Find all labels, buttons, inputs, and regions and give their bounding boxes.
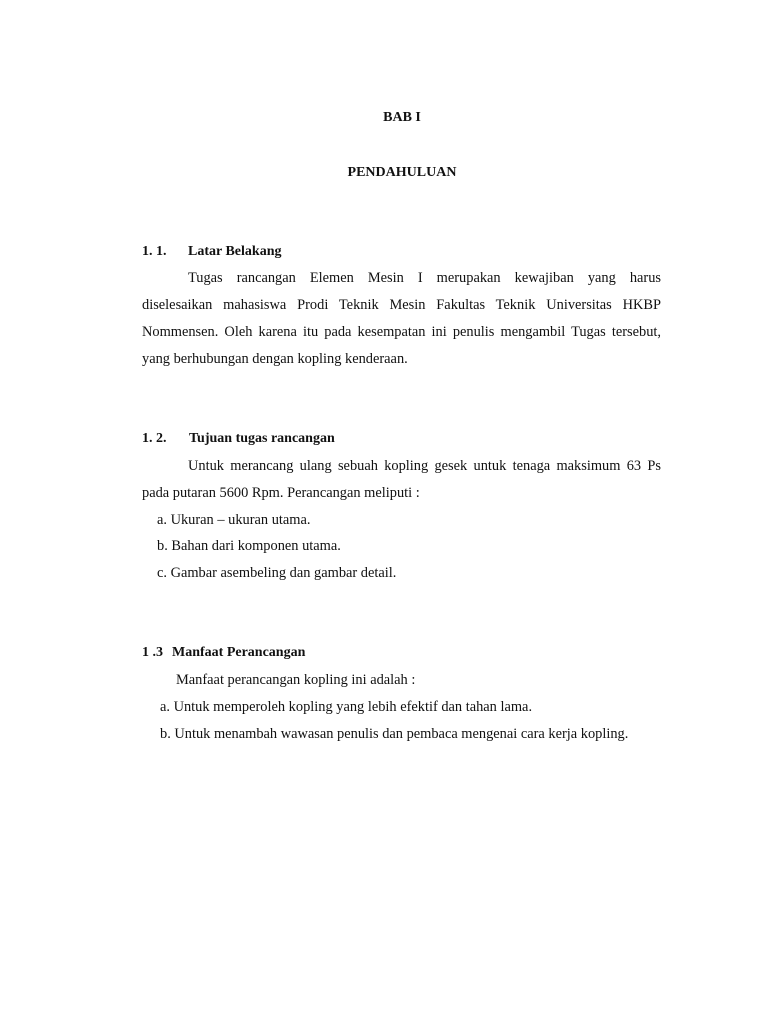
section-heading-manfaat bbox=[142, 645, 306, 661]
paragraph-line: yang berhubungan dengan kopling kenderaan. bbox=[142, 351, 408, 367]
section-title: Tujuan tugas rancangan bbox=[189, 431, 335, 446]
list-item: a. Untuk memperoleh kopling yang lebih efektif dan tahan lama. bbox=[160, 699, 533, 715]
paragraph-line: Tugas rancangan Elemen Mesin I merupakan kewajiban yang harus bbox=[188, 270, 661, 286]
section-heading-latar-belakang bbox=[142, 244, 282, 260]
section-title: Latar Belakang bbox=[188, 244, 282, 259]
paragraph-line: diselesaikan mahasiswa Prodi Teknik Mesin Fakultas Teknik Universitas HKBP bbox=[142, 297, 661, 313]
paragraph-line: Nommensen. Oleh karena itu pada kesempatan ini penulis mengambil Tugas tersebut, bbox=[142, 324, 661, 340]
chapter-label: BAB I bbox=[383, 110, 421, 125]
paragraph-line: pada putaran 5600 Rpm. Perancangan meliputi : bbox=[142, 485, 420, 501]
list-item: a. Ukuran – ukuran utama. bbox=[157, 512, 311, 528]
list-item: b. Bahan dari komponen utama. bbox=[157, 538, 341, 554]
paragraph-line: Manfaat perancangan kopling ini adalah : bbox=[176, 672, 416, 688]
section-heading-tujuan bbox=[142, 431, 335, 447]
list-item: b. Untuk menambah wawasan penulis dan pembaca mengenai cara kerja kopling. bbox=[160, 726, 629, 742]
section-number: 1 .3 bbox=[142, 645, 163, 660]
section-number: 1. 1. bbox=[142, 244, 167, 259]
section-number: 1. 2. bbox=[142, 431, 167, 446]
paragraph-line: Untuk merancang ulang sebuah kopling gesek untuk tenaga maksimum 63 Ps bbox=[188, 458, 661, 474]
section-title: Manfaat Perancangan bbox=[172, 645, 306, 660]
chapter-title: PENDAHULUAN bbox=[347, 165, 457, 180]
list-item: c. Gambar asembeling dan gambar detail. bbox=[157, 565, 397, 581]
